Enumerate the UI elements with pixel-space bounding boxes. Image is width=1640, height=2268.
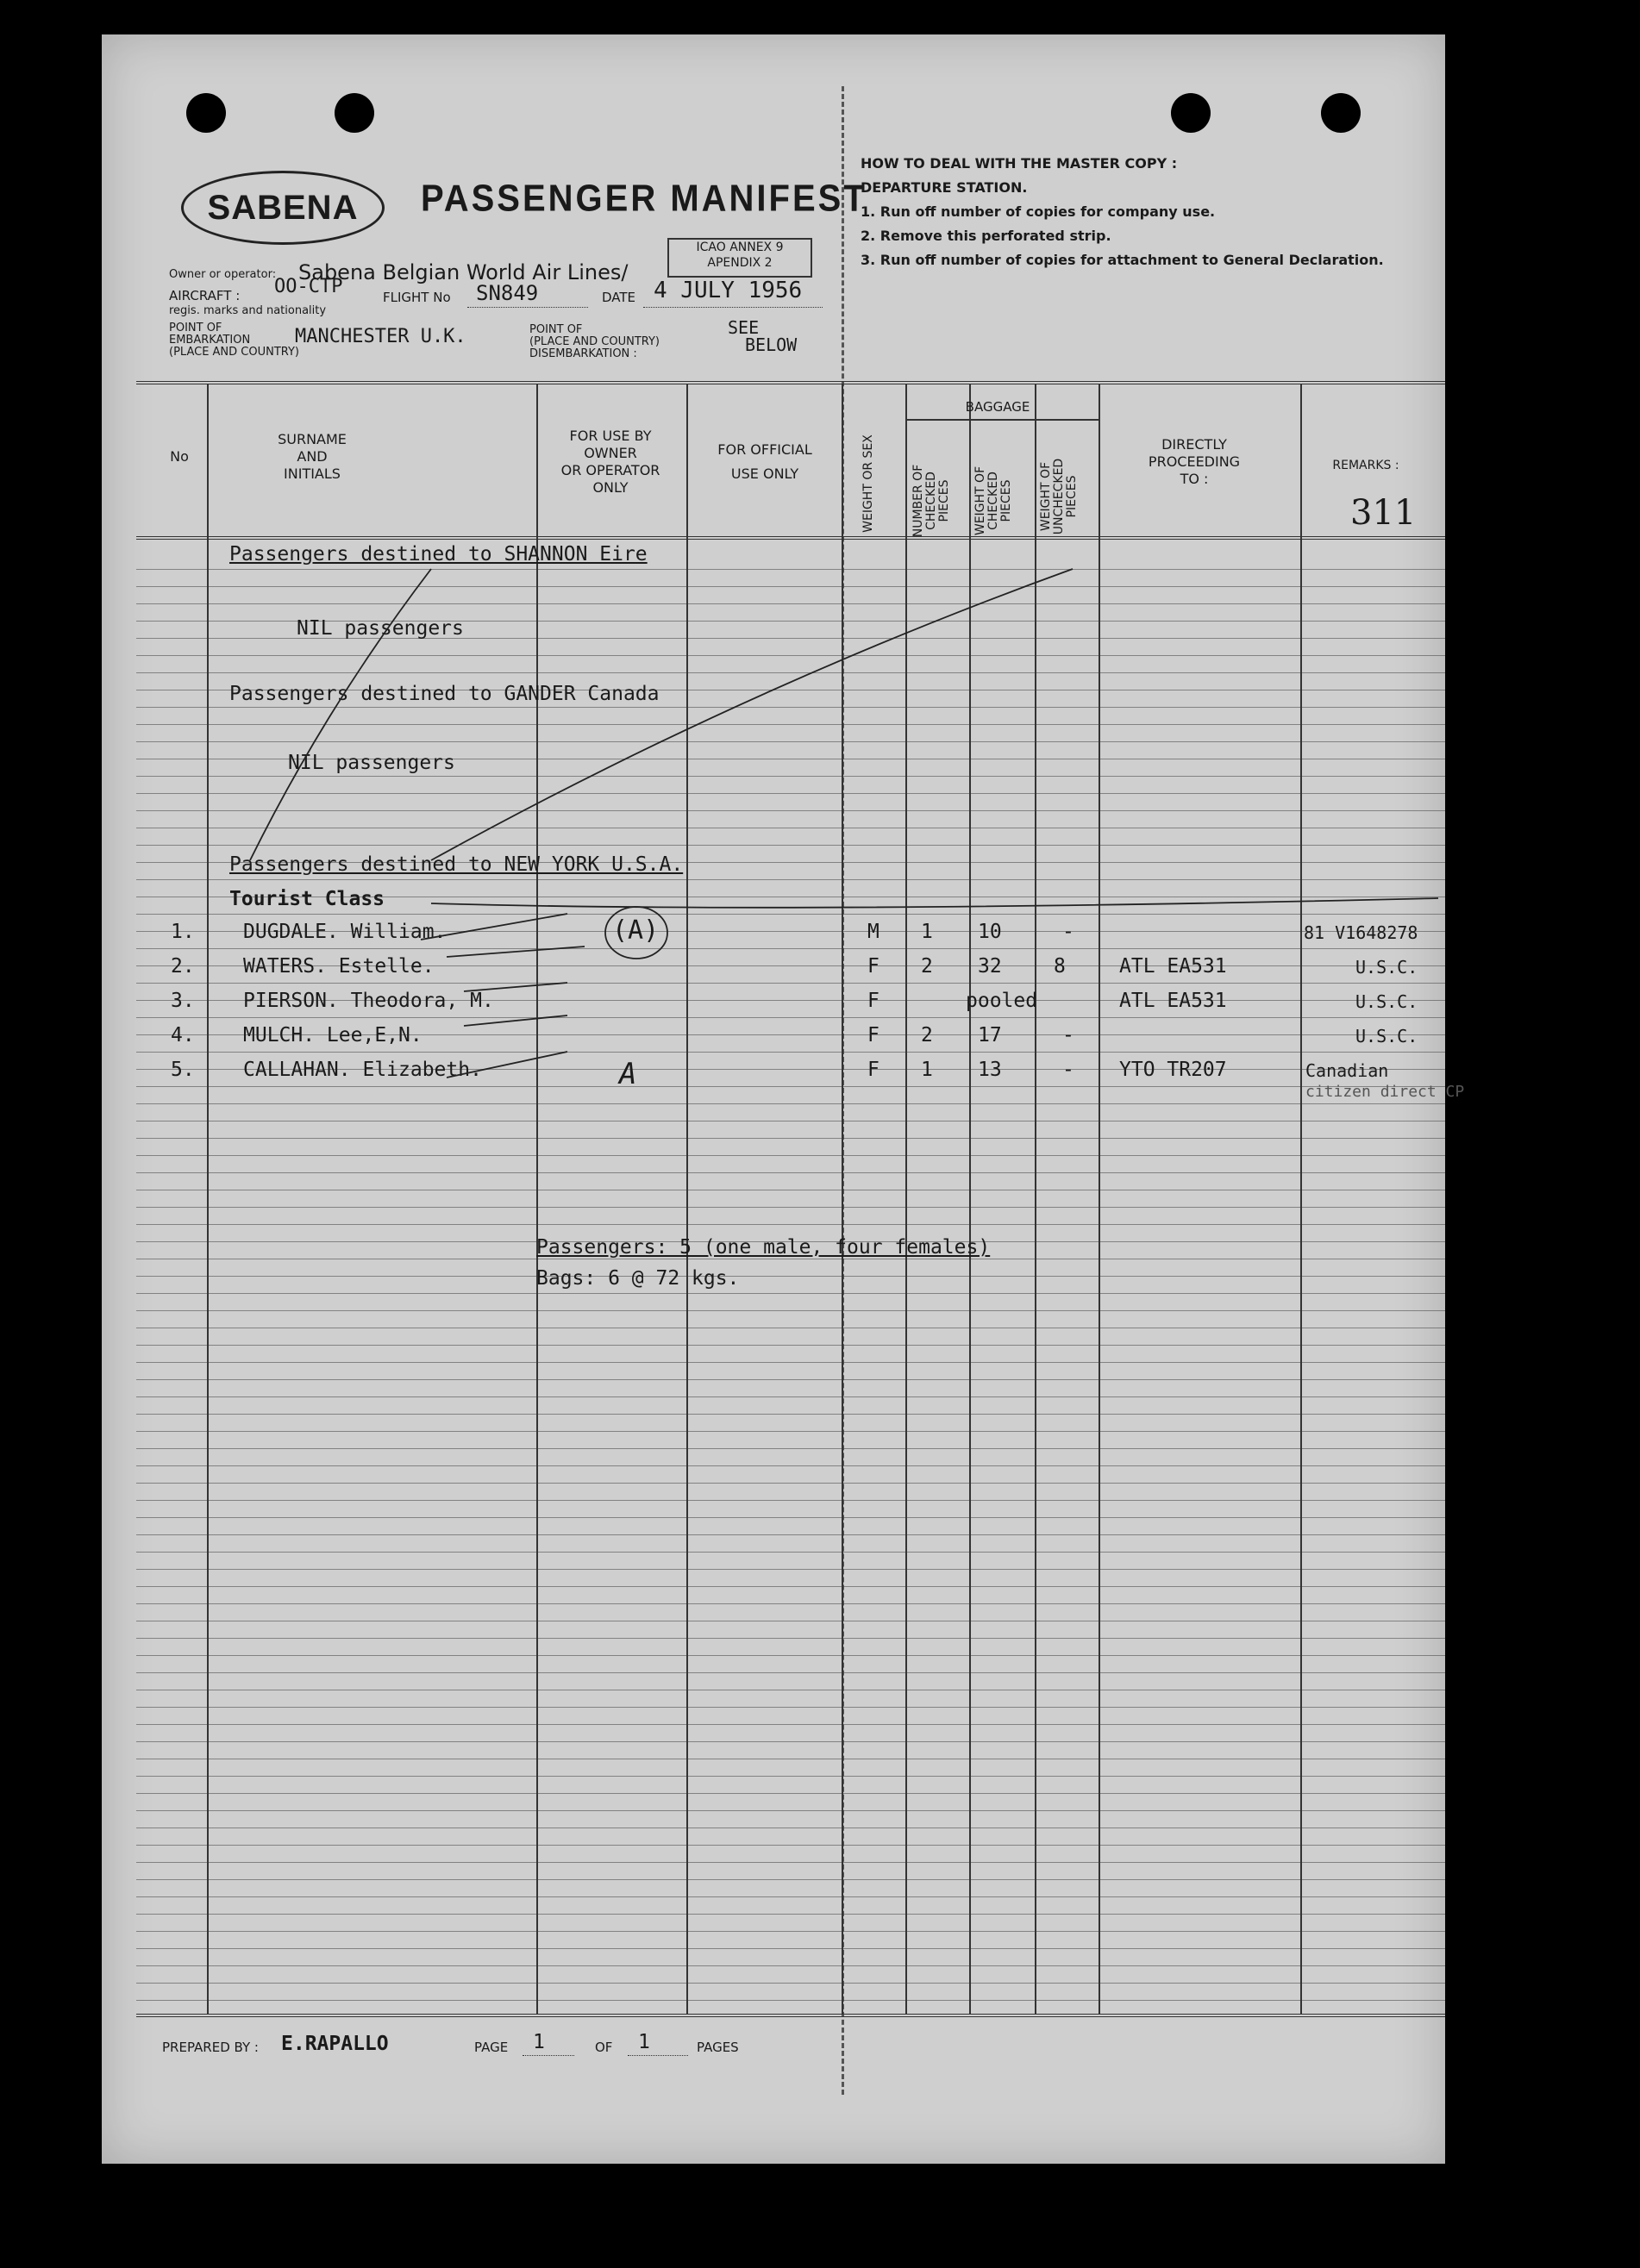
page-underline bbox=[523, 2055, 574, 2056]
flight-value: SN849 bbox=[476, 281, 539, 305]
passenger-name: MULCH. Lee,E,N. bbox=[243, 1024, 423, 1047]
passenger-remarks: Canadian bbox=[1305, 1060, 1389, 1081]
page-title: PASSENGER MANIFEST bbox=[421, 177, 867, 220]
passenger-sex: F bbox=[867, 1024, 879, 1047]
owner-label: Owner or operator: bbox=[169, 268, 277, 281]
passenger-remarks: U.S.C. bbox=[1355, 1026, 1418, 1047]
passenger-sex: F bbox=[867, 990, 879, 1012]
surname-label-3: INITIALS bbox=[284, 465, 341, 482]
instructions-subtitle: DEPARTURE STATION. bbox=[861, 179, 1028, 196]
owner-use-label-4: ONLY bbox=[592, 479, 629, 496]
col-remarks-header: REMARKS : bbox=[1332, 459, 1399, 472]
passenger-sex: F bbox=[867, 1059, 879, 1081]
passenger-mark: A bbox=[619, 1057, 637, 1091]
section-gander: Passengers destined to GANDER Canada bbox=[229, 683, 660, 705]
passenger-no: 4. bbox=[171, 1024, 195, 1047]
passenger-unchecked: - bbox=[1062, 1024, 1074, 1047]
strike-line bbox=[447, 947, 585, 957]
surname-label-2: AND bbox=[297, 448, 328, 465]
passenger-sex: F bbox=[867, 955, 879, 978]
col-no-header: No bbox=[170, 448, 189, 465]
passenger-sex: M bbox=[867, 921, 879, 943]
passenger-proceeding: ATL EA531 bbox=[1119, 955, 1227, 978]
of-label: OF bbox=[595, 2040, 613, 2055]
instructions-item: 1. Run off number of copies for company use. bbox=[861, 203, 1216, 220]
manifest-page bbox=[102, 34, 1465, 2164]
passenger-no: 5. bbox=[171, 1059, 195, 1081]
strike-line bbox=[421, 914, 567, 940]
passenger-proceeding: YTO TR207 bbox=[1119, 1059, 1227, 1081]
col-num-checked-header: NUMBER OF CHECKED PIECES bbox=[911, 464, 951, 538]
passenger-no: 2. bbox=[171, 955, 195, 978]
date-value: 4 JULY 1956 bbox=[654, 278, 803, 303]
strike-line bbox=[431, 898, 1438, 908]
section-newyork: Passengers destined to NEW YORK U.S.A. bbox=[229, 853, 684, 876]
pages-label: PAGES bbox=[697, 2040, 739, 2055]
instructions-title: HOW TO DEAL WITH THE MASTER COPY : bbox=[861, 155, 1178, 172]
section-tourist: Tourist Class bbox=[229, 888, 385, 910]
passenger-unchecked: - bbox=[1062, 921, 1074, 943]
instructions-item: 3. Run off number of copies for attachment to General Declaration. bbox=[861, 252, 1384, 268]
passenger-weight: 13 bbox=[978, 1059, 1002, 1081]
surname-label-1: SURNAME bbox=[278, 431, 347, 447]
disembark-label-2: (PLACE AND COUNTRY) bbox=[529, 335, 660, 348]
proceeding-label-2: PROCEEDING bbox=[1148, 453, 1241, 470]
passenger-proceeding: ATL EA531 bbox=[1119, 990, 1227, 1012]
page-label: PAGE bbox=[474, 2040, 509, 2055]
passenger-name: WATERS. Estelle. bbox=[243, 955, 435, 978]
prepared-value: E.RAPALLO bbox=[281, 2033, 389, 2055]
disembark-label-1: POINT OF bbox=[529, 323, 583, 336]
passenger-weight: 32 bbox=[978, 955, 1002, 978]
passenger-remarks: 81 V1648278 bbox=[1304, 922, 1418, 943]
summary-bags: Bags: 6 @ 72 kgs. bbox=[536, 1267, 740, 1290]
col-weight-sex-header: WEIGHT OR SEX bbox=[861, 434, 875, 533]
embark-label-1: POINT OF bbox=[169, 322, 222, 334]
sabena-logo: SABENA bbox=[181, 171, 385, 245]
disembark-value-2: BELOW bbox=[745, 334, 798, 355]
official-label-1: FOR OFFICIAL bbox=[717, 441, 812, 458]
disembark-value-1: SEE bbox=[728, 317, 760, 338]
icao-line-2: APENDIX 2 bbox=[707, 256, 773, 270]
passenger-name: CALLAHAN. Elizabeth. bbox=[243, 1059, 482, 1081]
passenger-name: PIERSON. Theodora, M. bbox=[243, 990, 494, 1012]
passenger-pieces: 2 bbox=[921, 955, 933, 978]
passenger-unchecked: - bbox=[1062, 1059, 1074, 1081]
remarks-extra: citizen direct CP bbox=[1305, 1083, 1465, 1101]
passenger-mark: (A) bbox=[612, 915, 660, 946]
strike-line bbox=[447, 1052, 567, 1078]
proceeding-label-3: TO : bbox=[1180, 471, 1209, 487]
passenger-remarks: U.S.C. bbox=[1355, 991, 1418, 1012]
strike-line bbox=[464, 983, 567, 991]
instructions-item: 2. Remove this perforated strip. bbox=[861, 228, 1111, 244]
aircraft-value: OO-CTP bbox=[274, 276, 343, 297]
passenger-pieces: 1 bbox=[921, 1059, 933, 1081]
circle-mark bbox=[605, 907, 667, 959]
proceeding-label-1: DIRECTLY bbox=[1161, 436, 1227, 453]
remarks-number: 311 bbox=[1350, 493, 1417, 533]
of-underline bbox=[628, 2055, 688, 2056]
embark-label-2: EMBARKATION bbox=[169, 334, 251, 347]
passenger-unchecked: 8 bbox=[1054, 955, 1066, 978]
col-baggage-header: BAGGAGE bbox=[965, 399, 1030, 415]
owner-use-label-2: OWNER bbox=[584, 445, 637, 461]
passenger-weight: 17 bbox=[978, 1024, 1002, 1047]
strike-line bbox=[250, 569, 431, 860]
passenger-pieces: 1 bbox=[921, 921, 933, 943]
of-value: 1 bbox=[638, 2031, 650, 2053]
col-wt-unchecked-header: WEIGHT OF UNCHECKED PIECES bbox=[1039, 458, 1079, 535]
passenger-weight: 10 bbox=[978, 921, 1002, 943]
flight-label: FLIGHT No bbox=[383, 290, 451, 305]
col-wt-checked-header: WEIGHT OF CHECKED PIECES bbox=[973, 465, 1013, 536]
strike-line bbox=[431, 569, 1073, 860]
passenger-name: DUGDALE. William. bbox=[243, 921, 447, 943]
passenger-pieces: 2 bbox=[921, 1024, 933, 1047]
strike-line bbox=[464, 1015, 567, 1026]
section-shannon: Passengers destined to SHANNON Eire bbox=[229, 543, 648, 565]
section-shannon-nil: NIL passengers bbox=[297, 617, 464, 640]
owner-value: Sabena Belgian World Air Lines/ bbox=[298, 260, 629, 284]
section-gander-nil: NIL passengers bbox=[288, 752, 455, 774]
embark-label-3: (PLACE AND COUNTRY) bbox=[169, 346, 300, 359]
regis-label: regis. marks and nationality bbox=[169, 304, 327, 317]
disembark-label-3: DISEMBARKATION : bbox=[529, 347, 637, 360]
page-value: 1 bbox=[533, 2031, 545, 2053]
date-label: DATE bbox=[602, 290, 636, 305]
passenger-remarks: U.S.C. bbox=[1355, 957, 1418, 978]
embark-value: MANCHESTER U.K. bbox=[295, 326, 466, 347]
summary-passengers: Passengers: 5 (one male, four females) bbox=[536, 1236, 991, 1259]
passenger-weight: pooled bbox=[966, 990, 1038, 1012]
owner-use-label-1: FOR USE BY bbox=[569, 428, 652, 444]
prepared-label: PREPARED BY : bbox=[162, 2040, 259, 2055]
aircraft-label: AIRCRAFT : bbox=[169, 288, 241, 303]
icao-line-1: ICAO ANNEX 9 bbox=[696, 241, 784, 254]
handwritten-strokes bbox=[102, 34, 1445, 2164]
official-label-2: USE ONLY bbox=[730, 465, 799, 482]
owner-use-label-3: OR OPERATOR bbox=[560, 462, 660, 478]
passenger-no: 1. bbox=[171, 921, 195, 943]
passenger-no: 3. bbox=[171, 990, 195, 1012]
